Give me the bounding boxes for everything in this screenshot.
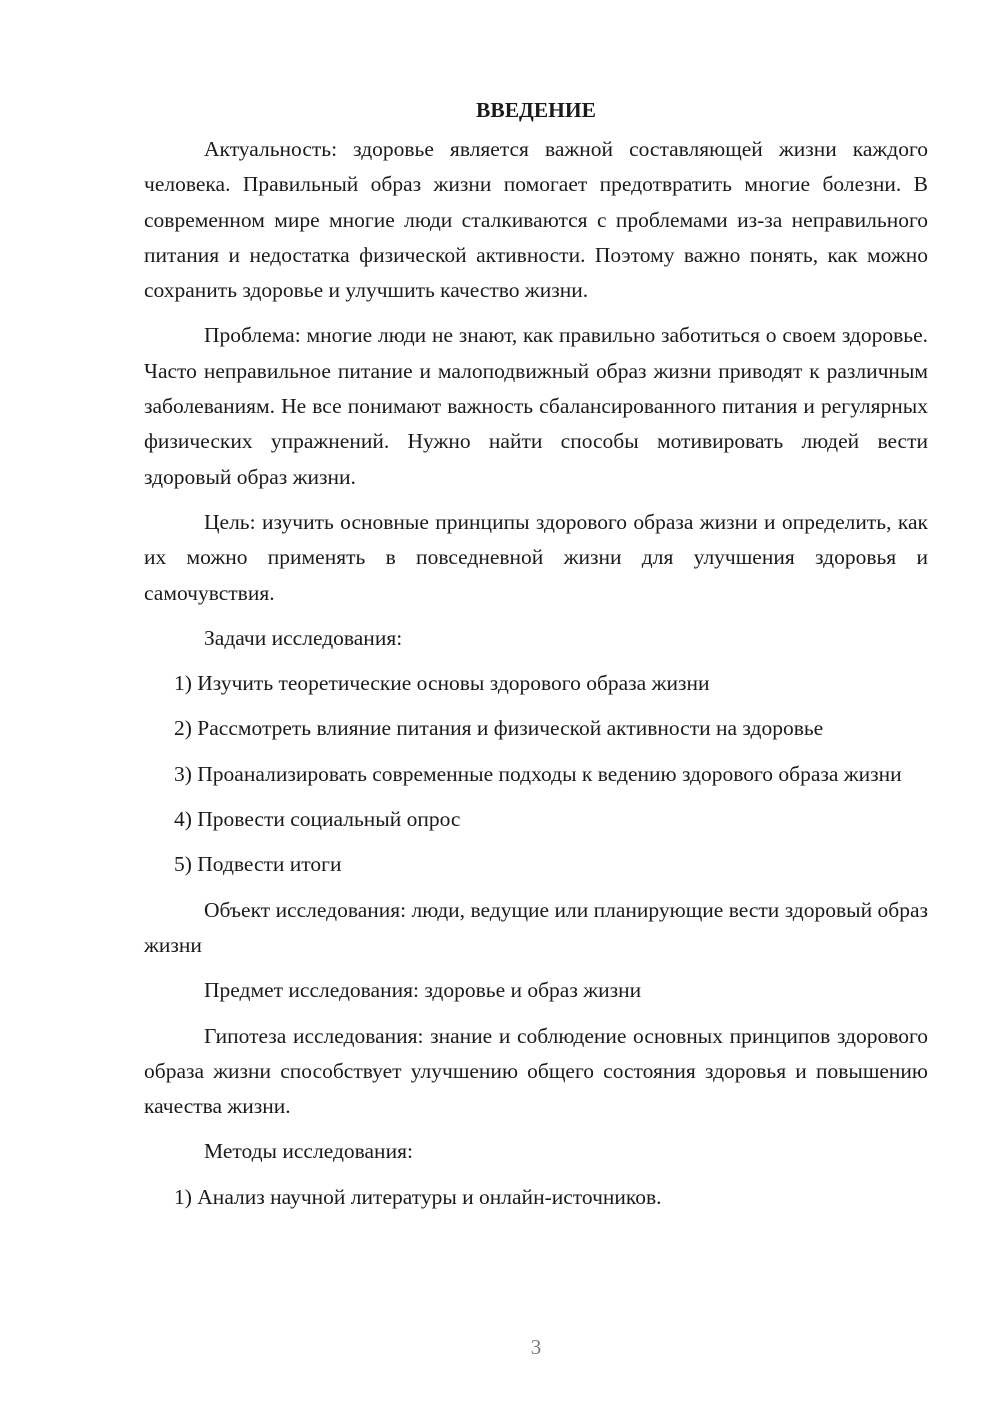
subject-paragraph: Предмет исследования: здоровье и образ жизни <box>204 978 642 1003</box>
goal-paragraph: Цель: изучить основные принципы здорового образа жизни и определить, как их можно применять в повседневной жизни для улучшения здоровья и самочувствия. <box>144 509 928 605</box>
relevance-paragraph: Актуальность: здоровье является важной составляющей жизни каждого человека. Правильный образ жизни помогает предотвратить многие болезни. В современном мире многие люди сталкиваются с проблемами из-за неправильного питания и недостатка физической активности. Поэтому важно понять, как можно сохранить здоровье и улучшить качество жизни. <box>144 137 928 303</box>
task-item: 4) Провести социальный опрос <box>174 807 461 832</box>
document-body <box>144 96 928 1225</box>
task-item: 3) Проанализировать современные подходы к ведению здорового образа жизни <box>174 761 902 786</box>
object-paragraph: Объект исследования: люди, ведущие или планирующие вести здоровый образ жизни <box>144 897 928 957</box>
tasks-heading: Задачи исследования: <box>204 625 403 650</box>
page-number: 3 <box>530 1335 542 1359</box>
methods-heading: Методы исследования: <box>204 1139 413 1164</box>
problem-paragraph: Проблема: многие люди не знают, как правильно заботиться о своем здоровье. Часто неправильное питание и малоподвижный образ жизни приводят к различным заболеваниям. Не все понимают важность сбалансированного питания и регулярных физических упражнений. Нужно найти способы мотивировать людей вести здоровый образ жизни. <box>144 323 928 489</box>
section-heading: ВВЕДЕНИЕ <box>476 98 596 122</box>
task-item: 1) Изучить теоретические основы здорового образа жизни <box>174 671 710 696</box>
task-item: 2) Рассмотреть влияние питания и физической активности на здоровье <box>174 716 824 741</box>
method-item: 1) Анализ научной литературы и онлайн-источников. <box>174 1184 662 1209</box>
hypothesis-paragraph: Гипотеза исследования: знание и соблюдение основных принципов здорового образа жизни способствует улучшению общего состояния здоровья и повышению качества жизни. <box>144 1023 928 1119</box>
task-item: 5) Подвести итоги <box>174 852 342 877</box>
